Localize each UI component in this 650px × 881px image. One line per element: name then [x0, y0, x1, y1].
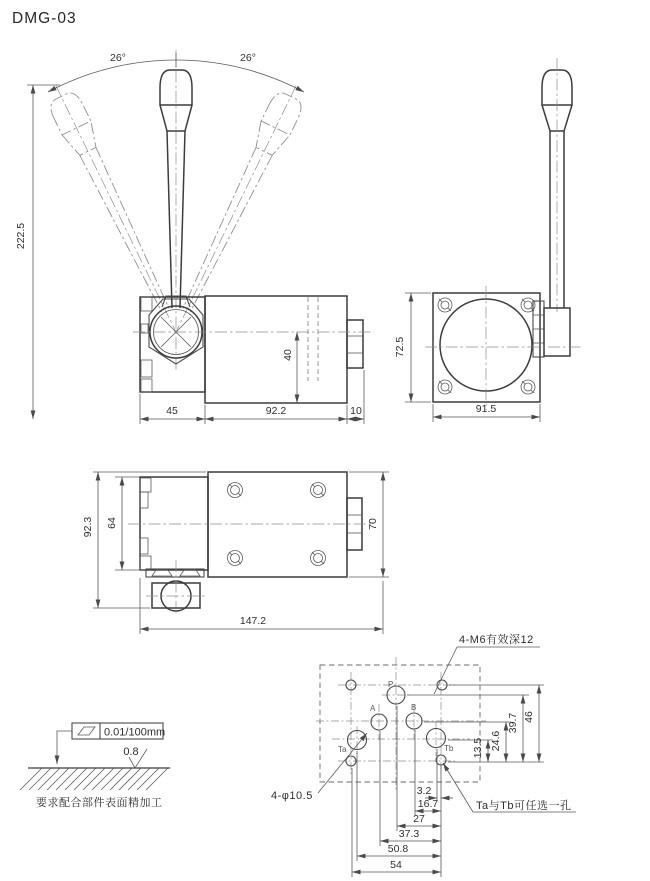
port-label-a: A: [370, 704, 376, 713]
pattern-outline: [320, 665, 480, 782]
front-view: [15, 50, 374, 424]
lever-phantom-left: [47, 86, 180, 332]
flatness-value: 0.01/100mm: [104, 726, 166, 739]
front-end-plug: [347, 320, 363, 368]
side-lever: [542, 58, 572, 312]
finish-callout: [20, 723, 170, 809]
pattern-holes: [346, 680, 447, 766]
front-port-dim: 40: [282, 349, 294, 361]
front-height-dim: 222.5: [15, 222, 27, 250]
top-length-dim: 147.2: [239, 615, 267, 627]
surface-hatching: [20, 768, 168, 790]
pattern-vdim-46: 46: [523, 711, 535, 723]
pattern-option-note: Ta与Tb可任选一孔: [476, 800, 572, 812]
top-body-dimension: [349, 472, 389, 577]
top-view: [82, 472, 389, 634]
front-port-dimension: [282, 332, 297, 403]
flatness-icon: [78, 727, 95, 735]
front-length-dimensions: [140, 370, 364, 424]
pattern-hdim-3-2: 3.2: [416, 785, 432, 797]
pattern-vertical-dims: [407, 685, 544, 762]
lever-phantom-right: [172, 86, 305, 332]
roughness-symbol: [123, 746, 147, 768]
side-view: [394, 58, 582, 422]
side-width-dimension: [433, 403, 540, 422]
angle-arc: [27, 53, 304, 92]
pattern-horizontal-dims: [352, 706, 453, 877]
lever-handle: [160, 50, 192, 372]
side-valve-body: [425, 286, 582, 410]
pattern-vdim-39-7: 39.7: [507, 712, 519, 734]
front-valve-body: [133, 296, 374, 403]
top-overall-dim: 92.3: [82, 516, 94, 538]
top-length-dimension: [140, 578, 383, 634]
front-angle-right-label: 26°: [240, 52, 256, 64]
front-housing-dim: 45: [166, 405, 178, 417]
front-cap-dim: 10: [350, 405, 362, 417]
top-valve-body: [128, 472, 372, 616]
pattern-hdim-54: 54: [390, 859, 402, 871]
lever-arm: [544, 308, 570, 356]
top-lever-assembly: [146, 560, 206, 616]
flatness-frame: [72, 723, 165, 739]
port-label-b: B: [411, 703, 417, 712]
pattern-hdim-37-3: 37.3: [398, 828, 420, 840]
pattern-hole-note: 4-φ10.5: [271, 790, 313, 802]
top-housing-dimension: [106, 477, 139, 570]
front-body-dim: 92.2: [265, 405, 287, 417]
port-label-tb: Tb: [444, 744, 454, 753]
port-label-ta: Ta: [338, 745, 347, 754]
mounting-pattern: [271, 632, 576, 877]
finish-note: 要求配合部件表面精加工: [36, 797, 163, 809]
drawing-title: DMG-03: [12, 10, 77, 27]
pattern-thread-note: 4-M6有效深12: [459, 634, 534, 646]
pattern-hdim-50-8: 50.8: [387, 843, 409, 855]
side-height-dim: 72.5: [394, 336, 406, 358]
pattern-hdim-27: 27: [413, 813, 425, 825]
side-height-dimension: [394, 293, 431, 402]
top-body-dim: 70: [367, 518, 379, 530]
pattern-centerlines: [316, 657, 486, 792]
front-angle-left-label: 26°: [110, 52, 126, 64]
port-label-p: P: [388, 680, 394, 689]
pattern-vdim-13-5: 13.5: [472, 737, 484, 759]
roughness-value: 0.8: [123, 746, 139, 758]
side-width-dim: 91.5: [475, 403, 497, 415]
front-height-dimension: [15, 85, 33, 419]
top-housing-dim: 64: [106, 517, 118, 529]
pattern-hdim-16-7: 16.7: [417, 798, 439, 810]
pattern-vdim-24-6: 24.6: [490, 730, 502, 752]
flatness-leader: [57, 731, 72, 764]
